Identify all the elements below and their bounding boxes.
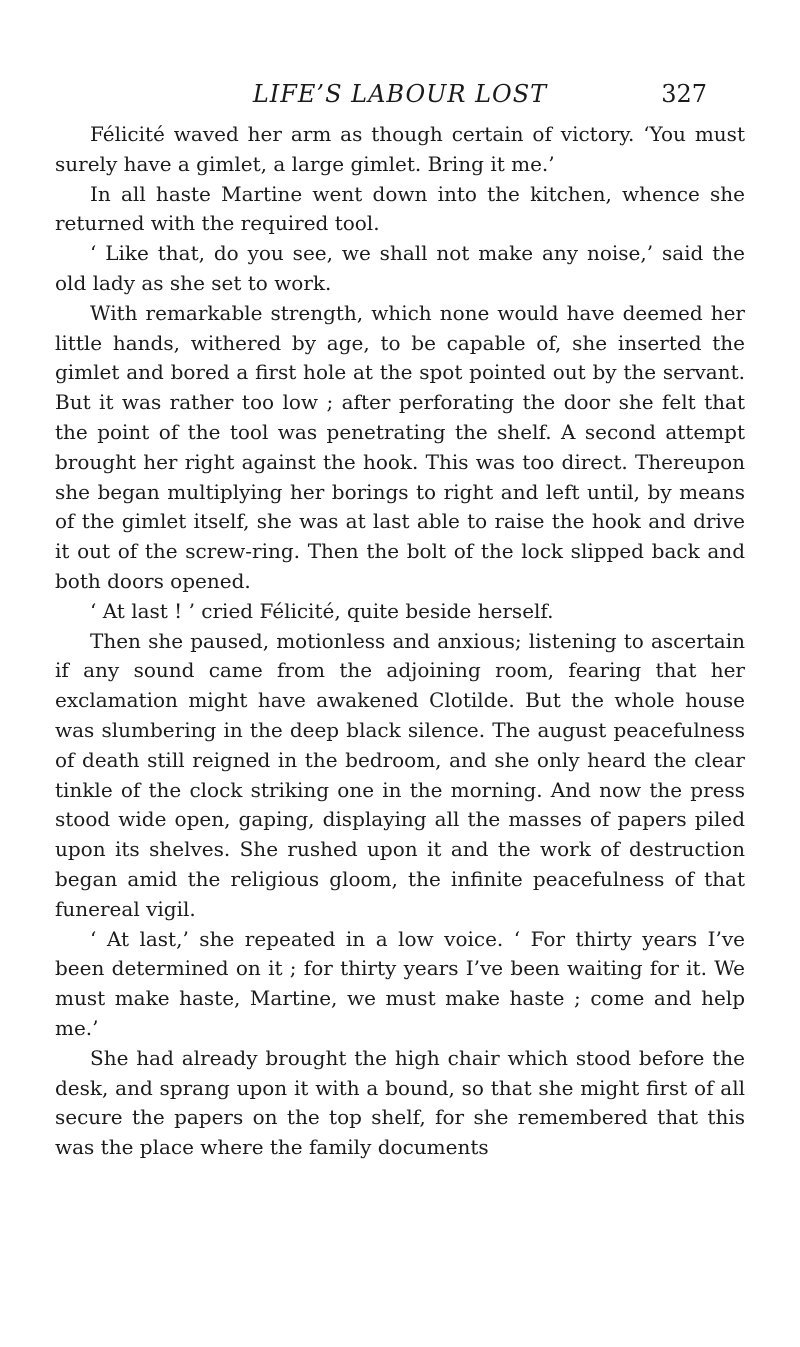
paragraph-6: Then she paused, motionless and anxious; listening to ascertain if any sound came from the adjoining room, fearing that her exclamation might have awakened Clotilde. But the whole house was slumbering in the deep black silence. The august peacefulness of death still reigned in the bedroom, and she only heard the clear tinkle of the clock striking one in the morning. And now the press stood wide open, gaping, displaying all the masses of papers piled upon its shelves. She rushed upon it and the work of destruction began amid the religious gloom, the infinite peacefulness of that funereal vigil. bbox=[55, 628, 745, 921]
paragraph-1: Félicité waved her arm as though certain of victory. ‘You must surely have a gimlet, a large gimlet. Bring it me.’ bbox=[55, 122, 745, 176]
body-text bbox=[55, 120, 745, 1163]
paragraph-4: With remarkable strength, which none would have deemed her little hands, withered by age, to be capable of, she inserted the gimlet and bored a first hole at the spot pointed out by the servant. But it was rather too low ; after perforating the door she felt that the point of the tool was penetrating the shelf. A second attempt brought her right against the hook. This was too direct. Thereupon she began multiplying her borings to right and left until, by means of the gimlet itself, she was at last able to raise the hook and drive it out of the screw-ring. Then the bolt of the lock slipped back and both doors opened. bbox=[55, 300, 745, 593]
page-number: 327 bbox=[661, 80, 707, 108]
paragraph-8: She had already brought the high chair which stood before the desk, and sprang upon it with a bound, so that she might first of all secure the papers on the top shelf, for she remembered that this was the place where the family documents bbox=[55, 1045, 745, 1160]
paragraph-2: In all haste Martine went down into the kitchen, whence she returned with the required tool. bbox=[55, 181, 745, 236]
running-title: LIFE’S LABOUR LOST bbox=[252, 80, 548, 108]
running-head bbox=[0, 76, 800, 112]
paragraph-7: ‘ At last,’ she repeated in a low voice. ‘ For thirty years I’ve been determined on it ; for thirty years I’ve been waiting for it. We must make haste, Martine, we must make haste ; come and help me.’ bbox=[55, 926, 745, 1040]
paragraph-5: ‘ At last ! ’ cried Félicité, quite beside herself. bbox=[90, 598, 554, 623]
paragraph-3: ‘ Like that, do you see, we shall not make any noise,’ said the old lady as she set to work. bbox=[55, 241, 745, 295]
